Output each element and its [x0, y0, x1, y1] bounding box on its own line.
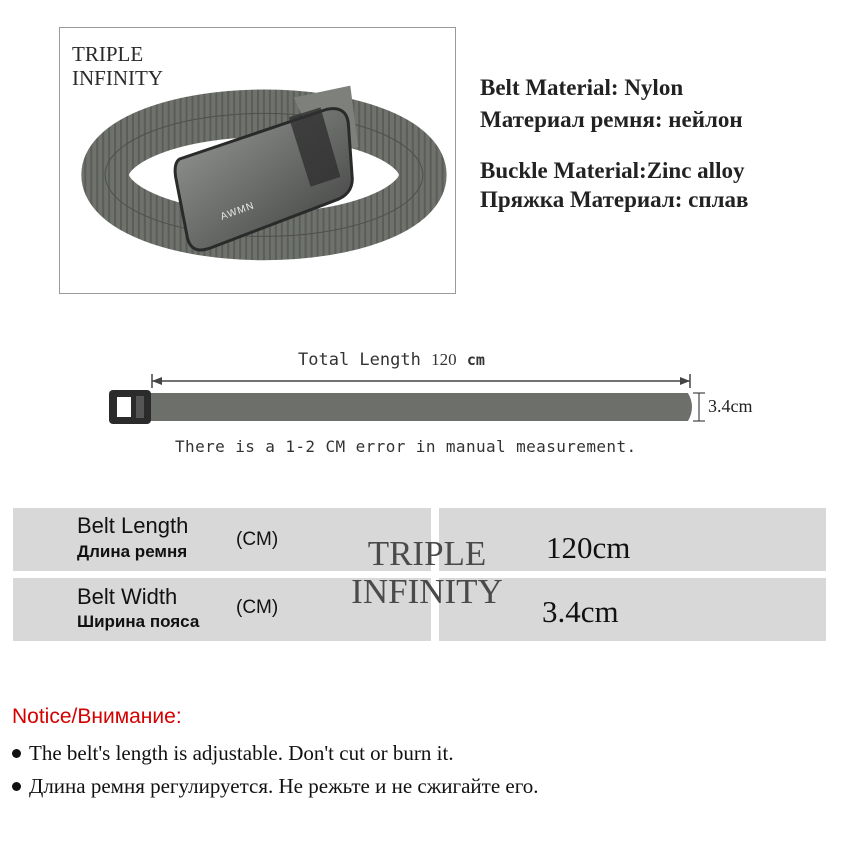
bullet-icon	[12, 782, 21, 791]
belt-length-value: 120cm	[546, 530, 631, 565]
buckle-logo: AWMN	[219, 200, 257, 223]
buckle-material-en: Buckle Material:Zinc alloy	[480, 158, 745, 183]
product-photo	[59, 27, 456, 294]
belt-width-label-ru: Ширина пояса	[77, 612, 200, 631]
belt-material-ru: Материал ремня: нейлон	[480, 107, 743, 132]
watermark: TRIPLE INFINITY	[72, 42, 163, 90]
belt-width-label: 3.4cm	[708, 396, 753, 416]
bullet-icon	[12, 749, 21, 758]
list-item: The belt's length is adjustable. Don't cut or burn it.	[12, 741, 454, 766]
belt-width-value: 3.4cm	[542, 594, 619, 629]
total-length-label: Total Length 120 cm	[298, 350, 485, 370]
measurement-diagram	[40, 330, 780, 475]
belt-length-unit: (CM)	[236, 529, 279, 550]
watermark: TRIPLE INFINITY	[351, 534, 503, 611]
notice-title: Notice/Внимание:	[12, 705, 182, 728]
measurement-error-note: There is a 1-2 CM error in manual measurement.	[175, 437, 637, 456]
belt-width-unit: (CM)	[236, 597, 279, 618]
belt-length-label: Belt Length	[77, 513, 189, 538]
buckle-material-ru: Пряжка Материал: сплав	[480, 187, 749, 212]
belt-material-en: Belt Material: Nylon	[480, 75, 684, 100]
belt-width-label: Belt Width	[77, 584, 178, 609]
belt-length-label-ru: Длина ремня	[77, 542, 188, 561]
list-item: Длина ремня регулируется. Не режьте и не сжигайте его.	[12, 774, 539, 799]
